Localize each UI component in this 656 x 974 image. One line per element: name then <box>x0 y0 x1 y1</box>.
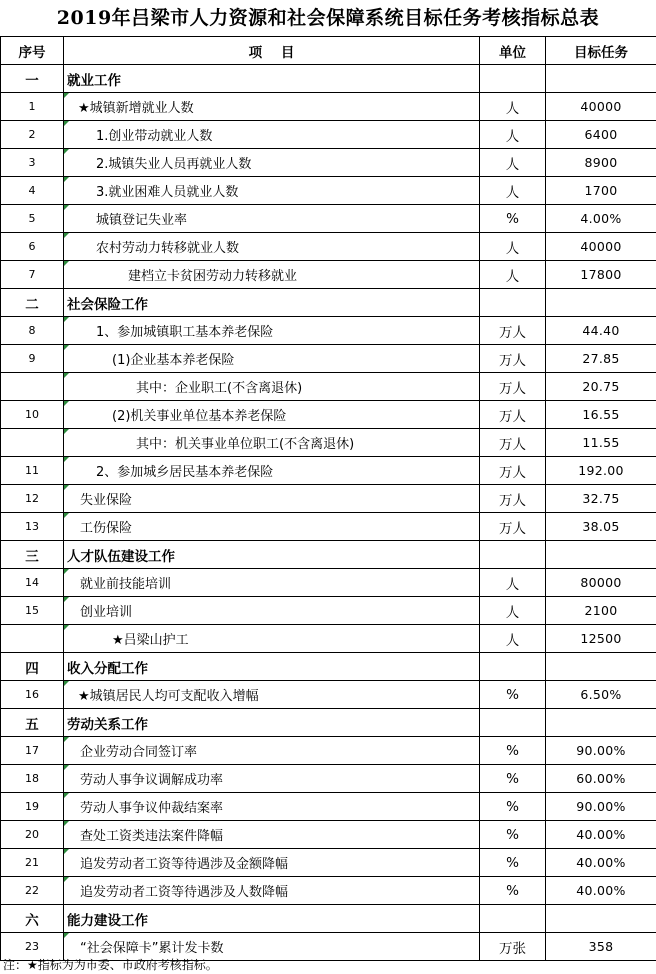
section-number: 一 <box>1 65 64 93</box>
empty-cell <box>480 653 546 681</box>
table-row <box>1 457 656 485</box>
item-label: 追发劳动者工资等待遇涉及人数降幅 <box>64 877 480 905</box>
section-row <box>1 541 656 569</box>
section-title: 就业工作 <box>64 65 480 93</box>
empty-cell <box>480 709 546 737</box>
section-row <box>1 709 656 737</box>
unit-cell: 万人 <box>480 485 546 513</box>
table-row <box>1 793 656 821</box>
item-label: 劳动人事争议仲裁结案率 <box>64 793 480 821</box>
item-label: ★吕梁山护工 <box>64 625 480 653</box>
item-label: 3.就业困难人员就业人数 <box>64 177 480 205</box>
target-value: 40.00% <box>546 877 656 905</box>
item-label: (1)企业基本养老保险 <box>64 345 480 373</box>
unit-cell: 人 <box>480 233 546 261</box>
target-value: 90.00% <box>546 737 656 765</box>
unit-cell: 人 <box>480 597 546 625</box>
row-number: 11 <box>1 457 64 485</box>
empty-cell <box>546 653 656 681</box>
table-row <box>1 205 656 233</box>
row-number: 16 <box>1 681 64 709</box>
table-row <box>1 765 656 793</box>
row-number: 18 <box>1 765 64 793</box>
target-value: 27.85 <box>546 345 656 373</box>
item-label: 农村劳动力转移就业人数 <box>64 233 480 261</box>
item-label: ★城镇居民人均可支配收入增幅 <box>64 681 480 709</box>
target-value: 40000 <box>546 233 656 261</box>
target-value: 40000 <box>546 93 656 121</box>
empty-cell <box>546 709 656 737</box>
row-number: 14 <box>1 569 64 597</box>
table-row <box>1 569 656 597</box>
unit-cell: % <box>480 681 546 709</box>
row-number: 23 <box>1 933 64 961</box>
row-number: 12 <box>1 485 64 513</box>
unit-cell: 万人 <box>480 429 546 457</box>
item-label: 城镇登记失业率 <box>64 205 480 233</box>
unit-cell: 万张 <box>480 933 546 961</box>
unit-cell: 人 <box>480 177 546 205</box>
target-value: 11.55 <box>546 429 656 457</box>
empty-cell <box>546 905 656 933</box>
item-label: 其中：机关事业单位职工(不含离退休) <box>64 429 480 457</box>
row-number: 13 <box>1 513 64 541</box>
table-row <box>1 877 656 905</box>
item-label: “社会保障卡”累计发卡数 <box>64 933 480 961</box>
table-row <box>1 597 656 625</box>
row-number: 10 <box>1 401 64 429</box>
section-title: 能力建设工作 <box>64 905 480 933</box>
header-serial: 序号 <box>1 37 64 65</box>
header-unit: 单位 <box>480 37 546 65</box>
table-row <box>1 373 656 401</box>
item-label: 1、参加城镇职工基本养老保险 <box>64 317 480 345</box>
target-value: 38.05 <box>546 513 656 541</box>
empty-cell <box>546 289 656 317</box>
section-row <box>1 65 656 93</box>
table-row <box>1 149 656 177</box>
row-number <box>1 625 64 653</box>
target-value: 60.00% <box>546 765 656 793</box>
unit-cell: % <box>480 849 546 877</box>
empty-cell <box>480 65 546 93</box>
item-label: 2、参加城乡居民基本养老保险 <box>64 457 480 485</box>
target-value: 12500 <box>546 625 656 653</box>
table-row <box>1 737 656 765</box>
unit-cell: 万人 <box>480 317 546 345</box>
item-label: 创业培训 <box>64 597 480 625</box>
target-value: 1700 <box>546 177 656 205</box>
section-row <box>1 905 656 933</box>
section-number: 六 <box>1 905 64 933</box>
table-row <box>1 233 656 261</box>
section-number: 四 <box>1 653 64 681</box>
table-row <box>1 121 656 149</box>
row-number: 20 <box>1 821 64 849</box>
row-number: 1 <box>1 93 64 121</box>
item-label: 工伤保险 <box>64 513 480 541</box>
target-value: 6400 <box>546 121 656 149</box>
target-value: 40.00% <box>546 849 656 877</box>
section-title: 收入分配工作 <box>64 653 480 681</box>
row-number: 8 <box>1 317 64 345</box>
target-value: 192.00 <box>546 457 656 485</box>
table-row <box>1 345 656 373</box>
section-row <box>1 653 656 681</box>
table-row <box>1 401 656 429</box>
unit-cell: 人 <box>480 121 546 149</box>
indicator-table <box>0 36 656 961</box>
target-value: 44.40 <box>546 317 656 345</box>
unit-cell: 人 <box>480 625 546 653</box>
table-row <box>1 261 656 289</box>
item-label: ★城镇新增就业人数 <box>64 93 480 121</box>
section-number: 五 <box>1 709 64 737</box>
row-number <box>1 429 64 457</box>
row-number: 4 <box>1 177 64 205</box>
item-label: 2.城镇失业人员再就业人数 <box>64 149 480 177</box>
unit-cell: % <box>480 877 546 905</box>
unit-cell: 人 <box>480 569 546 597</box>
unit-cell: % <box>480 821 546 849</box>
row-number: 9 <box>1 345 64 373</box>
target-value: 16.55 <box>546 401 656 429</box>
header-target: 目标任务 <box>546 37 656 65</box>
table-body <box>1 65 656 961</box>
target-value: 2100 <box>546 597 656 625</box>
unit-cell: 万人 <box>480 401 546 429</box>
item-label: 失业保险 <box>64 485 480 513</box>
header-item: 项 目 <box>64 37 480 65</box>
target-value: 8900 <box>546 149 656 177</box>
target-value: 20.75 <box>546 373 656 401</box>
row-number <box>1 373 64 401</box>
row-number: 3 <box>1 149 64 177</box>
item-label: 1.创业带动就业人数 <box>64 121 480 149</box>
table-row <box>1 317 656 345</box>
row-number: 7 <box>1 261 64 289</box>
item-label: 建档立卡贫困劳动力转移就业 <box>64 261 480 289</box>
target-value: 80000 <box>546 569 656 597</box>
unit-cell: % <box>480 765 546 793</box>
empty-cell <box>546 65 656 93</box>
unit-cell: % <box>480 793 546 821</box>
unit-cell: % <box>480 205 546 233</box>
target-value: 40.00% <box>546 821 656 849</box>
unit-cell: 万人 <box>480 457 546 485</box>
unit-cell: 万人 <box>480 373 546 401</box>
table-title: 2019年吕梁市人力资源和社会保障系统目标任务考核指标总表 <box>56 7 600 29</box>
item-label: 查处工资类违法案件降幅 <box>64 821 480 849</box>
table-row <box>1 849 656 877</box>
table-row <box>1 177 656 205</box>
unit-cell: 人 <box>480 93 546 121</box>
item-label: 劳动人事争议调解成功率 <box>64 765 480 793</box>
unit-cell: 万人 <box>480 513 546 541</box>
target-value: 32.75 <box>546 485 656 513</box>
target-value: 4.00% <box>546 205 656 233</box>
target-value: 90.00% <box>546 793 656 821</box>
target-value: 358 <box>546 933 656 961</box>
table-row <box>1 681 656 709</box>
row-number: 17 <box>1 737 64 765</box>
unit-cell: 人 <box>480 149 546 177</box>
unit-cell: 万人 <box>480 345 546 373</box>
row-number: 22 <box>1 877 64 905</box>
table-row <box>1 625 656 653</box>
item-label: 企业劳动合同签订率 <box>64 737 480 765</box>
row-number: 2 <box>1 121 64 149</box>
footnote: 注：★指标为为市委、市政府考核指标。 <box>3 958 218 972</box>
row-number: 5 <box>1 205 64 233</box>
table-row <box>1 821 656 849</box>
row-number: 15 <box>1 597 64 625</box>
unit-cell: 人 <box>480 261 546 289</box>
empty-cell <box>480 905 546 933</box>
item-label: (2)机关事业单位基本养老保险 <box>64 401 480 429</box>
table-row <box>1 513 656 541</box>
empty-cell <box>480 541 546 569</box>
target-value: 6.50% <box>546 681 656 709</box>
section-number: 二 <box>1 289 64 317</box>
row-number: 21 <box>1 849 64 877</box>
section-row <box>1 289 656 317</box>
section-number: 三 <box>1 541 64 569</box>
target-value: 17800 <box>546 261 656 289</box>
unit-cell: % <box>480 737 546 765</box>
row-number: 6 <box>1 233 64 261</box>
section-title: 社会保险工作 <box>64 289 480 317</box>
empty-cell <box>480 289 546 317</box>
item-label: 其中：企业职工(不含离退休) <box>64 373 480 401</box>
item-label: 追发劳动者工资等待遇涉及金额降幅 <box>64 849 480 877</box>
table-row <box>1 429 656 457</box>
section-title: 人才队伍建设工作 <box>64 541 480 569</box>
row-number: 19 <box>1 793 64 821</box>
section-title: 劳动关系工作 <box>64 709 480 737</box>
table-row <box>1 485 656 513</box>
header-row <box>1 37 656 65</box>
table-row <box>1 93 656 121</box>
item-label: 就业前技能培训 <box>64 569 480 597</box>
empty-cell <box>546 541 656 569</box>
